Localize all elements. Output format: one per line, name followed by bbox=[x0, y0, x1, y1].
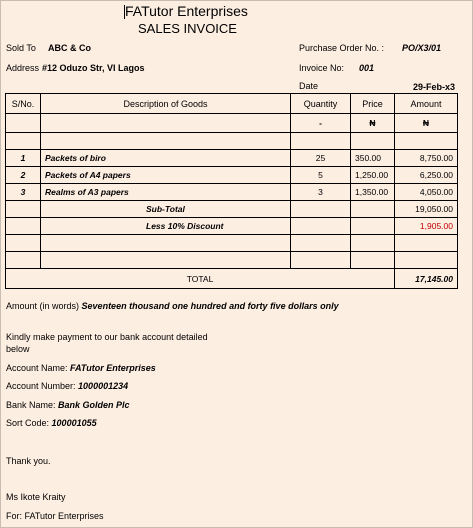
purchase-order-value: PO/X3/01 bbox=[402, 43, 442, 53]
header-price: Price bbox=[351, 94, 395, 114]
subtotal-label: Sub-Total bbox=[41, 201, 291, 218]
currency-row bbox=[6, 114, 458, 133]
item-amount: 8,750.00 bbox=[395, 150, 458, 167]
item-quantity: 3 bbox=[291, 184, 351, 201]
header-quantity: Quantity bbox=[291, 94, 351, 114]
discount-label: Less 10% Discount bbox=[41, 218, 291, 235]
header-description: Description of Goods bbox=[41, 94, 291, 114]
item-price: 1,250.00 bbox=[351, 167, 395, 184]
item-quantity: 5 bbox=[291, 167, 351, 184]
item-description: Realms of A3 papers bbox=[41, 184, 291, 201]
table-row bbox=[6, 235, 458, 252]
total-row bbox=[6, 269, 458, 289]
item-description: Packets of A4 papers bbox=[41, 167, 291, 184]
table-row bbox=[6, 184, 458, 201]
invoice-items-table bbox=[5, 93, 458, 289]
currency-qty: - bbox=[291, 114, 351, 133]
account-name: Account Name: FATutor Enterprises bbox=[6, 363, 156, 373]
invoice-no-value: 001 bbox=[359, 63, 375, 73]
item-sno: 2 bbox=[6, 167, 41, 184]
item-amount: 4,050.00 bbox=[395, 184, 458, 201]
table-row bbox=[6, 252, 458, 269]
amount-words-value: Seventeen thousand one hundred and forty five dollars only bbox=[81, 301, 339, 311]
invoice-no-label: Invoice No: bbox=[299, 63, 345, 73]
sold-to-label: Sold To bbox=[6, 43, 36, 53]
currency-amount: ₦ bbox=[395, 114, 458, 133]
for-company: For: FATutor Enterprises bbox=[6, 511, 104, 521]
payment-note-line2: below bbox=[6, 344, 30, 354]
date-label: Date bbox=[299, 81, 319, 91]
item-sno: 3 bbox=[6, 184, 41, 201]
header-amount: Amount bbox=[395, 94, 458, 114]
sort-code: Sort Code: 100001055 bbox=[6, 418, 97, 428]
amount-words-label: Amount (in words) bbox=[6, 301, 80, 311]
account-number: Account Number: 1000001234 bbox=[6, 381, 129, 391]
discount-row bbox=[6, 218, 458, 235]
item-sno: 1 bbox=[6, 150, 41, 167]
currency-price: ₦ bbox=[351, 114, 395, 133]
sold-to-value: ABC & Co bbox=[48, 43, 91, 53]
subtotal-row bbox=[6, 201, 458, 218]
company-name: FATutor Enterprises bbox=[125, 3, 248, 19]
address-label: Address bbox=[6, 63, 40, 73]
address-value: #12 Oduzo Str, VI Lagos bbox=[42, 63, 145, 73]
item-price: 1,350.00 bbox=[351, 184, 395, 201]
table-row bbox=[6, 167, 458, 184]
item-amount: 6,250.00 bbox=[395, 167, 458, 184]
date-value: 29-Feb-x3 bbox=[413, 82, 456, 92]
header-sno: S/No. bbox=[6, 94, 41, 114]
signatory-name: Ms Ikote Kraity bbox=[6, 492, 66, 502]
table-row bbox=[6, 150, 458, 167]
item-price: 350.00 bbox=[351, 150, 395, 167]
total-amount: 17,145.00 bbox=[395, 269, 458, 289]
payment-note-line1: Kindly make payment to our bank account detailed bbox=[6, 332, 208, 342]
discount-amount: 1,905.00 bbox=[395, 218, 458, 235]
item-description: Packets of biro bbox=[41, 150, 291, 167]
subtotal-amount: 19,050.00 bbox=[395, 201, 458, 218]
bank-name: Bank Name: Bank Golden Plc bbox=[6, 400, 130, 410]
amount-in-words bbox=[6, 301, 339, 311]
item-quantity: 25 bbox=[291, 150, 351, 167]
total-label: TOTAL bbox=[6, 269, 395, 289]
table-header-row bbox=[6, 94, 458, 114]
table-row bbox=[6, 133, 458, 150]
purchase-order-label: Purchase Order No. : bbox=[299, 43, 385, 53]
thank-you: Thank you. bbox=[6, 456, 51, 466]
document-title: SALES INVOICE bbox=[138, 21, 237, 36]
